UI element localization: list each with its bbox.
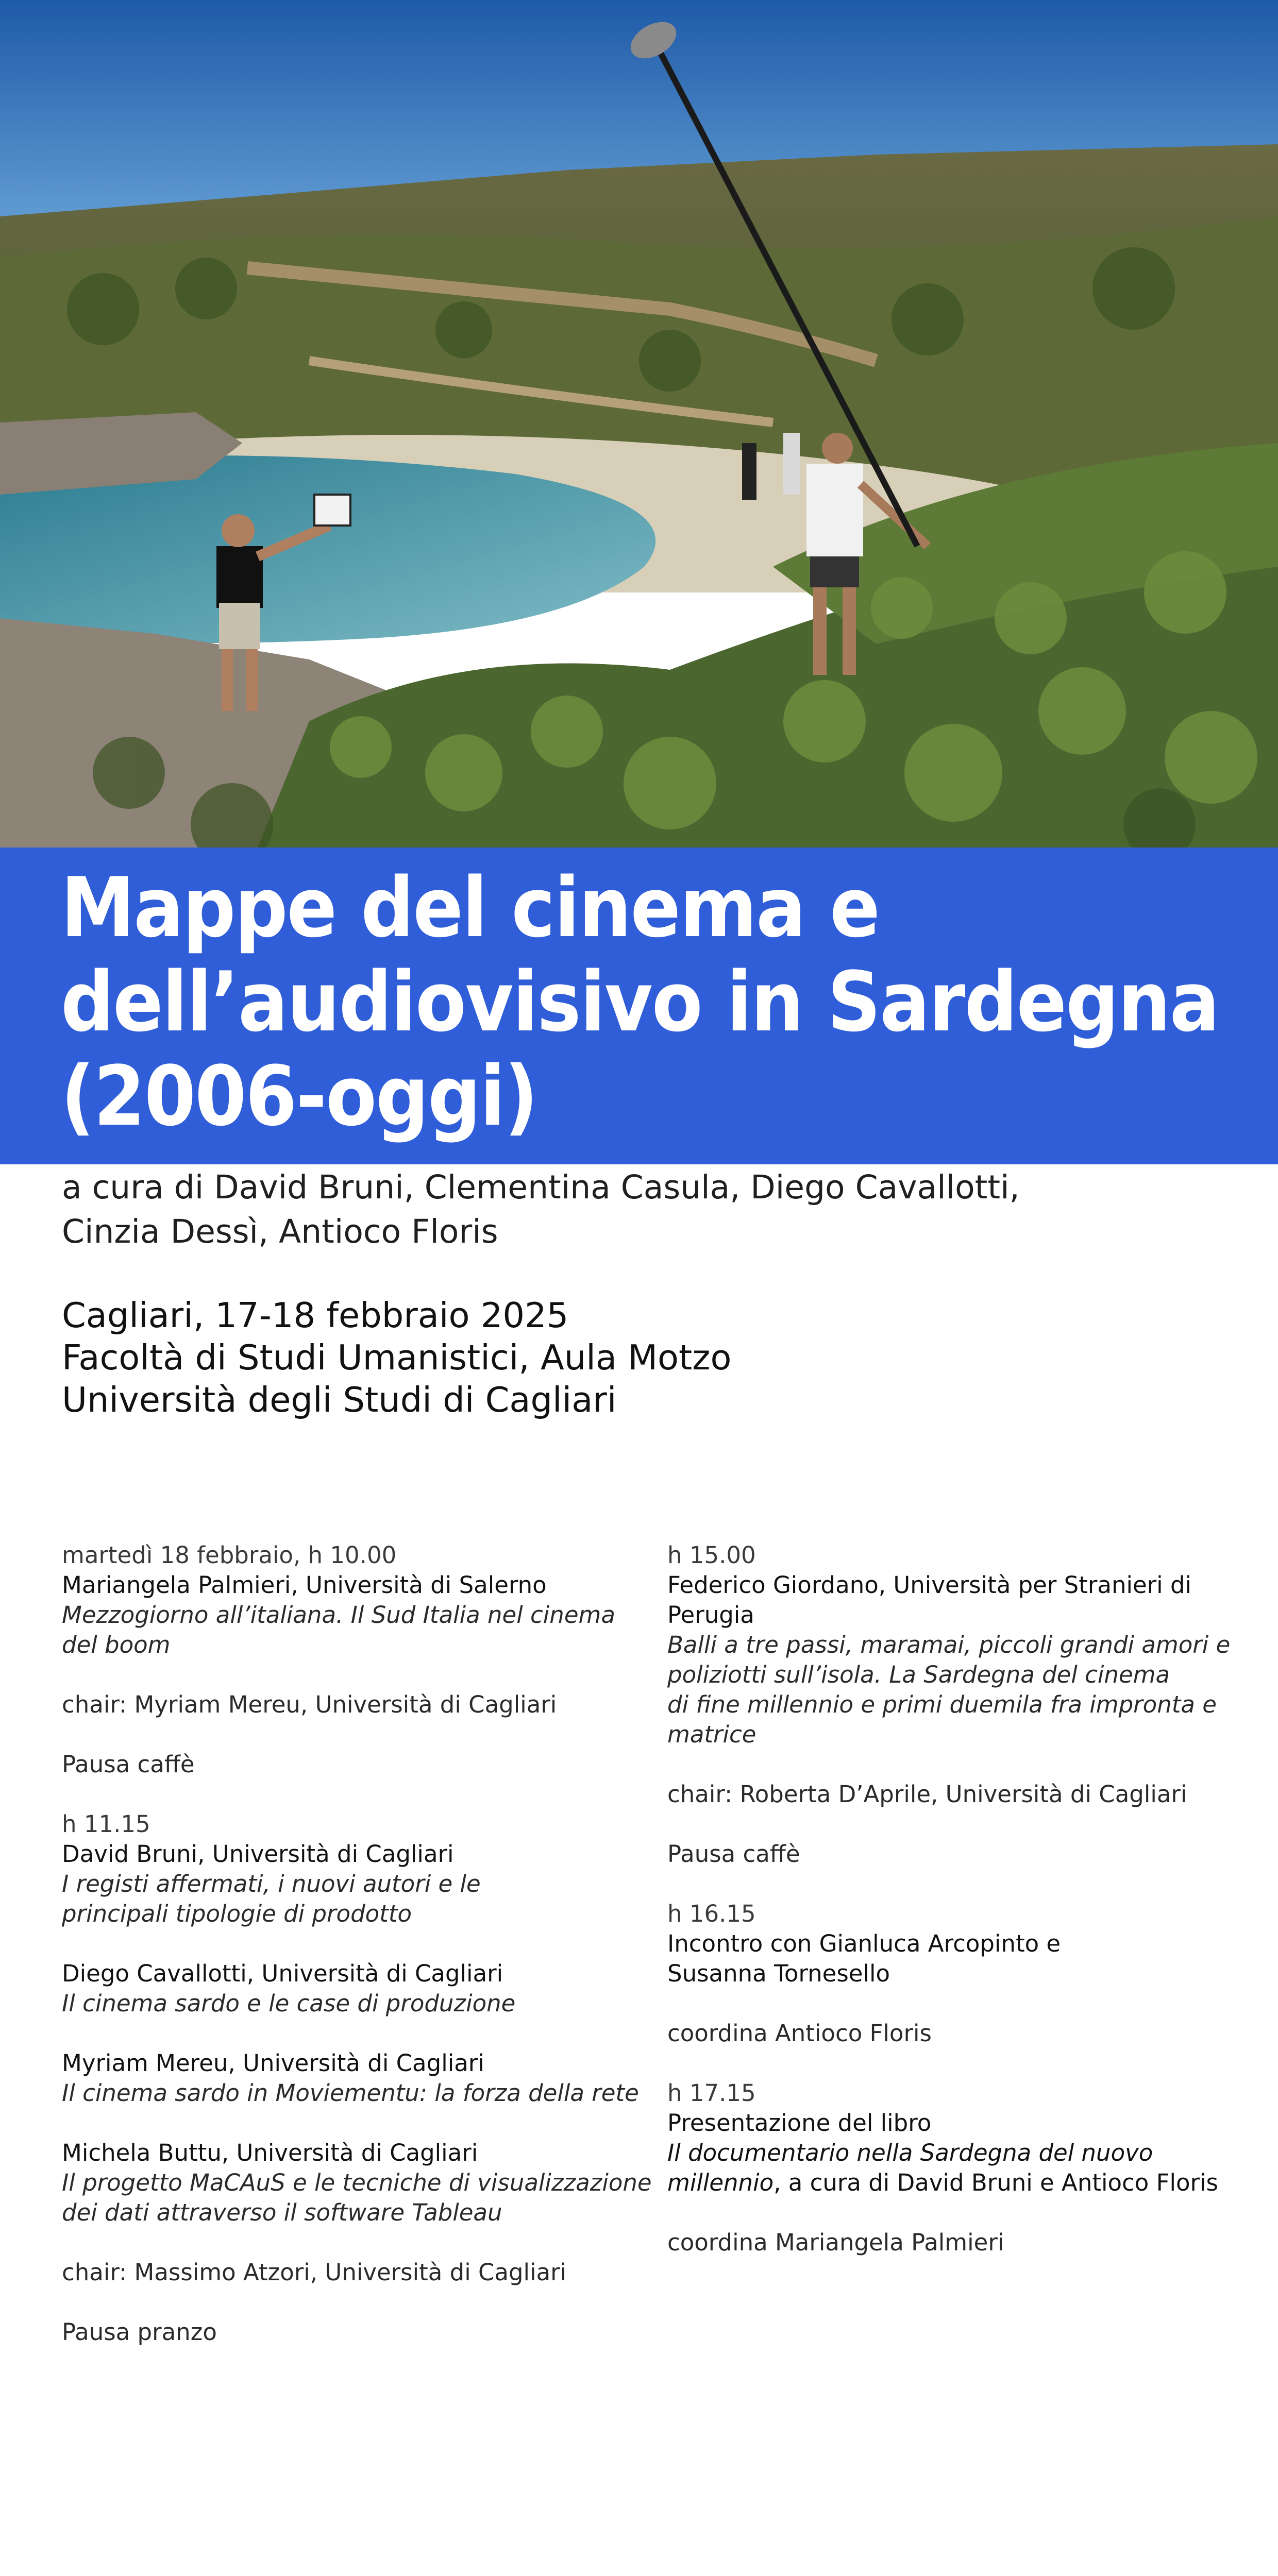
session-block (667, 2078, 1245, 2198)
session-block (667, 1540, 1245, 1750)
event-line: Susanna Tornesello (667, 1960, 890, 1987)
talk-title: Balli a tre passi, maramai, piccoli grandi amori e (667, 1631, 1231, 1658)
talk-title: Mezzogiorno all’italiana. Il Sud Italia nel cinema (62, 1601, 615, 1629)
break: Pausa pranzo (62, 2318, 217, 2346)
session-time: h 15.00 (667, 1541, 756, 1569)
title-line: dell’audiovisivo in Sardegna (61, 954, 1219, 1050)
speaker: Perugia (667, 1601, 754, 1629)
title-line: (2006-oggi) (61, 1048, 537, 1144)
curators-line: Cinzia Dessì, Antioco Floris (62, 1213, 498, 1250)
session-time: h 17.15 (667, 2079, 756, 2107)
talk-title: Il progetto MaCAuS e le tecniche di visualizzazione (62, 2169, 652, 2196)
talk-title: di fine millennio e primi duemila fra impronta e (667, 1691, 1217, 1718)
program-right-column (667, 1540, 1245, 2287)
venue-place: Facoltà di Studi Umanistici, Aula Motzo (62, 1337, 732, 1378)
event-line: Presentazione del libro (667, 2109, 932, 2137)
chair: chair: Myriam Mereu, Università di Cagliari (62, 1691, 557, 1718)
book-line (667, 2168, 1245, 2198)
coordinator: coordina Antioco Floris (667, 2020, 932, 2047)
venue-university: Università degli Studi di Cagliari (62, 1380, 617, 1420)
event-title (61, 860, 1246, 1143)
speaker: Federico Giordano, Università per Stranieri di (667, 1571, 1192, 1599)
talk-title: Il cinema sardo e le case di produzione (62, 1990, 516, 2017)
book-title: Il documentario nella Sardegna del nuovo (667, 2139, 1153, 2166)
session-time: h 11.15 (62, 1810, 150, 1838)
session-block (62, 1540, 629, 1660)
talk-title: principali tipologie di prodotto (62, 1900, 412, 1927)
session-time: martedì 18 febbraio, h 10.00 (62, 1541, 397, 1569)
talk-title: dei dati attraverso il software Tableau (62, 2199, 502, 2226)
break: Pausa caffè (62, 1751, 195, 1778)
talk-title: Il cinema sardo in Moviementu: la forza della rete (62, 2079, 639, 2107)
curators (62, 1165, 1020, 1254)
speaker: Diego Cavallotti, Università di Cagliari (62, 1960, 503, 1987)
speaker: Michela Buttu, Università di Cagliari (62, 2139, 478, 2166)
talk-title: del boom (62, 1631, 171, 1658)
speaker: Myriam Mereu, Università di Cagliari (62, 2049, 484, 2077)
break: Pausa caffè (667, 1840, 800, 1868)
title-band (0, 848, 1278, 1164)
event-line: Incontro con Gianluca Arcopinto e (667, 1930, 1061, 1957)
speaker: Mariangela Palmieri, Università di Salerno (62, 1571, 547, 1599)
chair: chair: Roberta D’Aprile, Università di Cagliari (667, 1781, 1187, 1808)
talk-title: matrice (667, 1721, 756, 1748)
curators-line: a cura di David Bruni, Clementina Casula, Diego Cavallotti, (62, 1168, 1020, 1206)
chair: chair: Massimo Atzori, Università di Cagliari (62, 2259, 567, 2286)
book-title-end: millennio (667, 2169, 774, 2196)
program-left-column (62, 1540, 652, 2377)
venue (62, 1294, 731, 1421)
book-editors: , a cura di David Bruni e Antioco Floris (773, 2169, 1218, 2196)
talk-title: I registi affermati, i nuovi autori e le (62, 1870, 481, 1897)
coordinator: coordina Mariangela Palmieri (667, 2229, 1004, 2256)
hero-photo (0, 0, 1278, 848)
title-line: Mappe del cinema e (61, 859, 879, 956)
talk-title: poliziotti sull’isola. La Sardegna del cinema (667, 1661, 1170, 1688)
session-block (667, 1899, 1245, 1989)
venue-date: Cagliari, 17-18 febbraio 2025 (62, 1295, 569, 1335)
speaker: David Bruni, Università di Cagliari (62, 1840, 454, 1868)
beach-film-set-illustration (0, 0, 1278, 848)
session-block (62, 1809, 629, 1929)
session-time: h 16.15 (667, 1900, 756, 1927)
